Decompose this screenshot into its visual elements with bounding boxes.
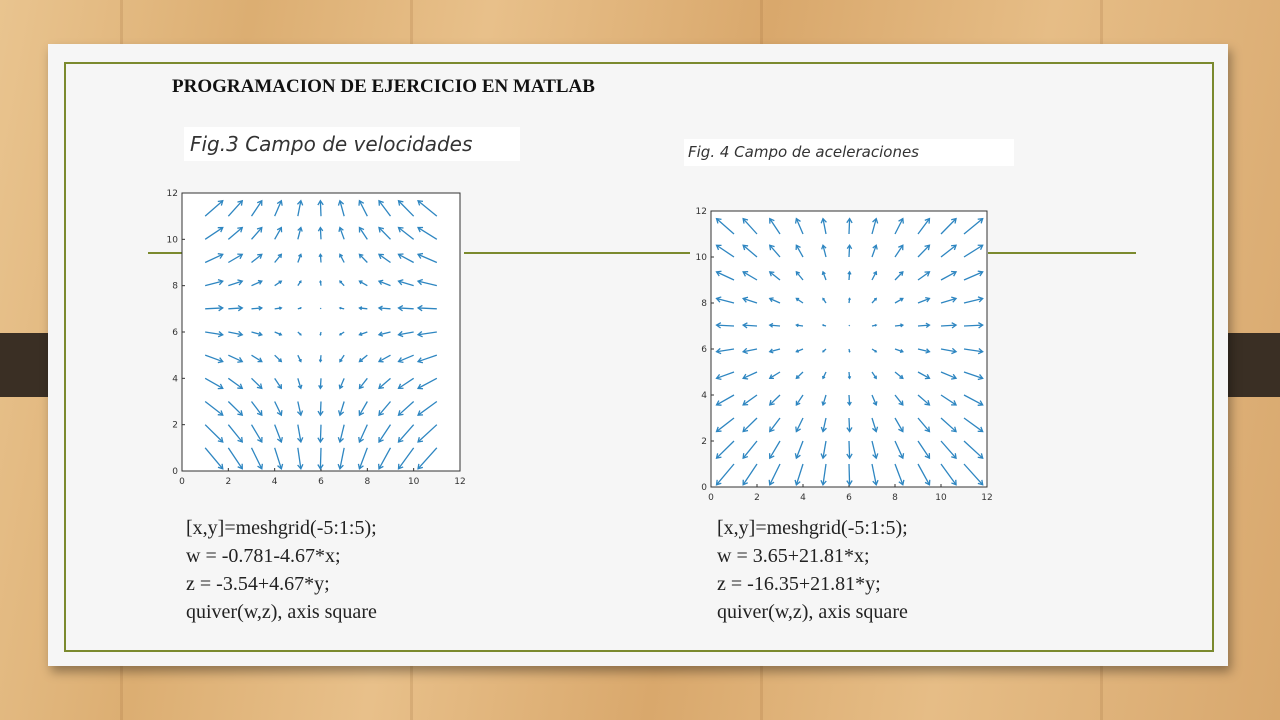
y-tick-label: 6 [172,328,178,338]
y-tick-label: 0 [172,467,178,477]
x-tick-label: 6 [846,493,852,503]
y-tick-label: 2 [172,420,178,431]
code-line: w = -0.781-4.67*x; [186,545,341,567]
x-tick-label: 4 [271,477,278,487]
x-tick-label: 2 [225,477,232,487]
x-tick-label: 12 [981,493,993,503]
y-tick-label: 10 [695,253,707,263]
x-tick-label: 0 [179,477,185,487]
code-line: w = 3.65+21.81*x; [717,545,870,567]
divider-line-right [988,252,1136,254]
y-tick-label: 4 [701,391,707,401]
code-line: z = -16.35+21.81*y; [717,573,881,595]
acceleration-code-block [717,514,908,626]
quiver-arrow [320,308,321,309]
y-tick-label: 8 [172,281,178,292]
x-tick-label: 10 [407,477,420,487]
acceleration-field-plot [690,200,1000,503]
x-tick-label: 10 [935,493,947,503]
x-tick-label: 4 [800,493,806,503]
x-tick-label: 8 [892,493,898,503]
y-tick-label: 0 [701,483,707,493]
y-tick-label: 2 [701,437,707,447]
y-tick-label: 8 [701,299,707,309]
code-line: [x,y]=meshgrid(-5:1:5); [717,517,908,539]
slide-title: PROGRAMACION DE EJERCICIO EN MATLAB [172,76,595,97]
fig4-label: Fig. 4 Campo de aceleraciones [684,139,1014,166]
y-tick-label: 12 [166,189,178,199]
quiver-arrow [849,325,850,326]
y-tick-label: 12 [695,207,707,217]
velocity-field-plot [160,185,470,485]
y-tick-label: 4 [172,374,178,385]
y-tick-label: 6 [701,345,707,355]
x-tick-label: 8 [364,477,371,487]
x-tick-label: 6 [318,477,324,487]
velocity-code-block [186,514,377,626]
code-line: quiver(w,z), axis square [186,601,377,623]
fig3-label: Fig.3 Campo de velocidades [184,127,520,161]
code-line: [x,y]=meshgrid(-5:1:5); [186,517,377,539]
x-tick-label: 2 [754,493,760,503]
divider-line-center [464,252,690,254]
code-line: z = -3.54+4.67*y; [186,573,330,595]
x-tick-label: 12 [454,477,466,487]
y-tick-label: 10 [166,235,178,246]
code-line: quiver(w,z), axis square [717,601,908,623]
x-tick-label: 0 [708,493,714,503]
